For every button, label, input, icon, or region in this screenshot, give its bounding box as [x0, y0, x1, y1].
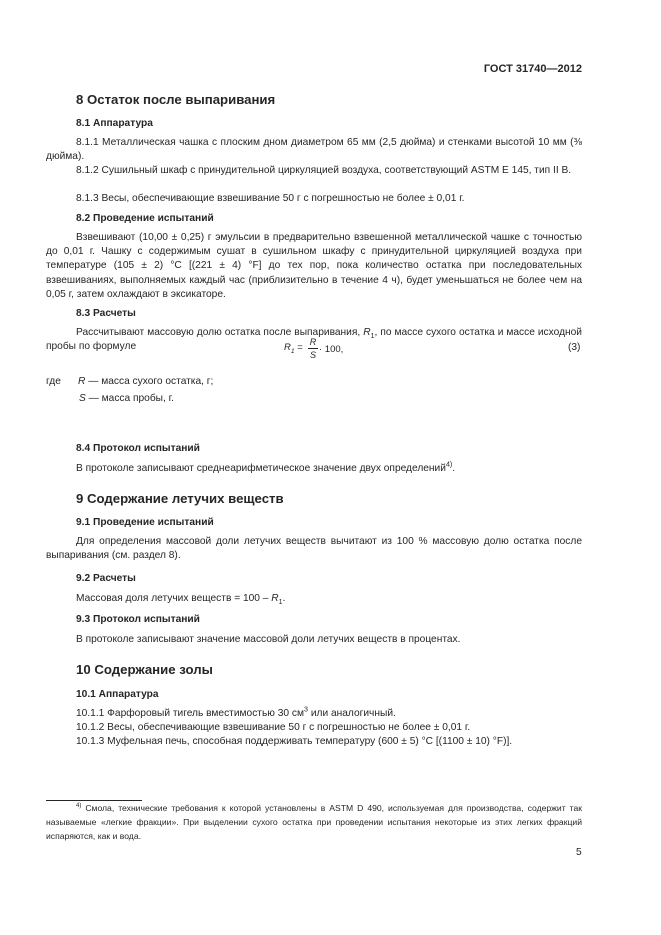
formula-equals: = [294, 342, 303, 353]
paragraph-10-1-1-sup: 3 [304, 705, 308, 714]
paragraph-9-3: В протоколе записывают значение массовой доли летучих веществ в процентах. [76, 634, 461, 645]
paragraph-8-4-text: В протоколе записывают среднеарифметическое значение двух определений [76, 463, 446, 474]
paragraph-10-1-1-end: или аналогичный. [307, 708, 396, 719]
page-number: 5 [576, 847, 582, 858]
subsection-9-2-title: 9.2 Расчеты [76, 573, 136, 584]
paragraph-9-2 [76, 592, 285, 605]
footnote-text: Смола, технические требования к которой установлены в ASTM D 490, используемая для производства, содержит так называемые «легкие фракции». При выделении сухого остатка при проведении испытания некоторые из этих легких фракций испаряются, как и вода. [46, 803, 582, 841]
formula-denominator: S [309, 350, 316, 360]
paragraph-9-2-symbol: R [271, 593, 279, 604]
formula-rest: · 100, [319, 344, 344, 355]
formula-number: (3) [568, 342, 581, 353]
footnote [46, 801, 582, 843]
formula-numerator: R [309, 337, 317, 347]
paragraph-8-1-1: 8.1.1 Металлическая чашка с плоским дном диаметром 65 мм (2,5 дюйма) и стенками высотой 10 мм (⅜ дюйма). [46, 137, 582, 162]
paragraph-10-1-2: 10.1.2 Весы, обеспечивающие взвешивание 50 г с погрешностью не более ± 0,01 г. [76, 722, 471, 733]
symbol-r1-sub: 1 [370, 332, 375, 341]
subsection-8-3-title: 8.3 Расчеты [76, 308, 136, 319]
paragraph-8-3-text-a: Рассчитывают массовую долю остатка после выпаривания, [76, 327, 364, 338]
fraction-bar [308, 348, 318, 349]
formula-lhs-sub: 1 [290, 347, 295, 355]
paragraph-10-1-1-text: 10.1.1 Фарфоровый тигель вместимостью 30 см [76, 708, 305, 719]
where-s-text: — масса пробы, г. [85, 393, 174, 404]
where-s-symbol: S [79, 393, 86, 404]
subsection-9-1-title: 9.1 Проведение испытаний [76, 517, 214, 528]
subsection-9-3-title: 9.3 Протокол испытаний [76, 614, 200, 625]
subsection-8-2-title: 8.2 Проведение испытаний [76, 213, 214, 224]
section-9-title: 9 Содержание летучих веществ [76, 491, 284, 506]
where-r [78, 375, 213, 388]
subsection-8-1-title: 8.1 Аппаратура [76, 118, 153, 129]
where-s [79, 392, 174, 405]
paragraph-8-4-end: . [452, 463, 456, 474]
paragraph-8-3-text-b: , по массе сухого остатка и массе исходной пробы по формуле [46, 327, 583, 352]
formula-3 [284, 342, 303, 353]
paragraph-8-4 [76, 462, 455, 475]
where-r-text: — масса сухого остатка, г; [85, 376, 214, 387]
formula-lhs: R [284, 342, 291, 353]
paragraph-9-2-end: . [282, 593, 286, 604]
paragraph-9-1: Для определения массовой доли летучих веществ вычитают из 100 % массовую долю остатка после выпаривания (см. раздел 8). [46, 536, 582, 561]
footnote-mark: 4) [76, 803, 82, 810]
where-label: где [46, 376, 61, 387]
paragraph-8-1-3: 8.1.3 Весы, обеспечивающие взвешивание 50 г с погрешностью не более ± 0,01 г. [76, 193, 465, 204]
subsection-8-4-title: 8.4 Протокол испытаний [76, 443, 200, 454]
paragraph-9-2-text: Массовая доля летучих веществ = 100 – [76, 593, 272, 604]
paragraph-8-1-2: 8.1.2 Сушильный шкаф с принудительной циркуляцией воздуха, соответствующий ASTM E 145, тип II B. [76, 165, 572, 176]
symbol-r1: R [363, 327, 371, 338]
where-r-symbol: R [78, 376, 86, 387]
footnote-ref: 4) [445, 460, 453, 469]
subsection-10-1-title: 10.1 Аппаратура [76, 689, 159, 700]
paragraph-8-2: Взвешивают (10,00 ± 0,25) г эмульсии в предварительно взвешенной металлической чашке с точностью до 0,01 г. Чашку с содержимым сушат в сушильном шкафу с принудительной циркуляцией воздуха при температуре (105 ± 2) °С [(221 ± 4) °F] до тех пор, пока количество остатка при последовательных взвешиваниях, выполняемых каждый час (приблизительно в течение 4 ч), будет уменьшаться не более чем на 0,05 г, затем охлаждают в эксикаторе. [46, 232, 582, 300]
section-10-title: 10 Содержание золы [76, 662, 213, 677]
paragraph-9-2-sub: 1 [278, 598, 283, 607]
paragraph-10-1-1 [76, 707, 396, 720]
formula-fraction [308, 337, 318, 360]
document-code: ГОСТ 31740—2012 [483, 63, 582, 75]
section-8-title: 8 Остаток после выпаривания [76, 92, 276, 107]
paragraph-10-1-3: 10.1.3 Муфельная печь, способная поддерживать температуру (600 ± 5) °С [(1100 ± 10) °F)]. [76, 736, 513, 747]
